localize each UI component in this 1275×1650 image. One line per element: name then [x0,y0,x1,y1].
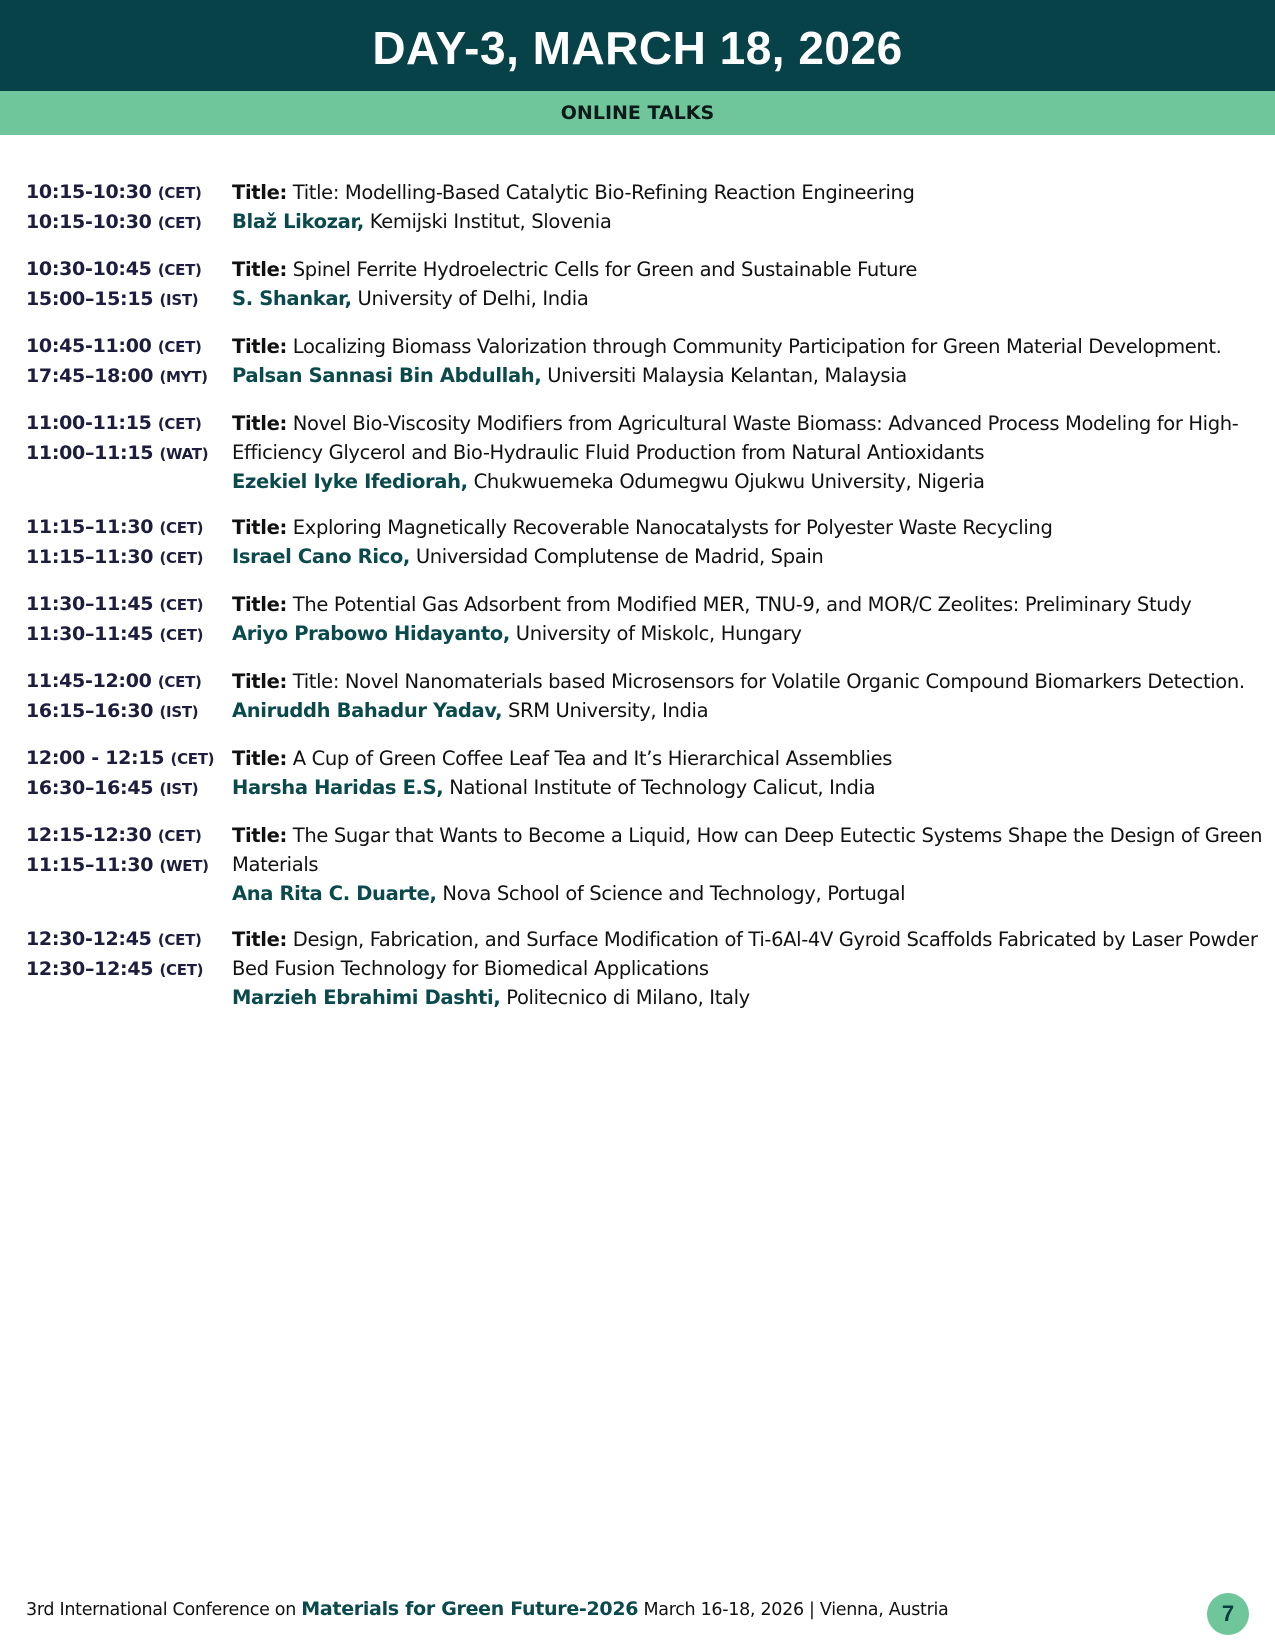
talk-title-text: The Sugar that Wants to Become a Liquid, How can Deep Eutectic Systems Shape the Design of Green Materials [232,824,1263,876]
time-primary-value: 12:00 - 12:15 [26,747,165,769]
talk-title [232,667,1266,696]
time-local [26,285,232,315]
session-row [26,821,1266,908]
session-row [26,667,1266,727]
speaker-name: Harsha Haridas E.S, [232,776,444,799]
session-details [232,925,1266,1012]
time-primary-value: 12:15-12:30 [26,824,152,846]
session-details [232,744,1266,804]
speaker-affiliation: Chukwuemeka Odumegwu Ojukwu University, Nigeria [473,470,985,493]
time-local [26,620,232,650]
title-label: Title: [232,516,287,539]
speaker-info [232,619,1266,648]
time-primary [26,513,232,543]
time-local [26,955,232,985]
speaker-info [232,361,1266,390]
speaker-info [232,983,1266,1012]
time-local-value: 12:30–12:45 [26,958,154,980]
timezone-primary: (CET) [159,596,204,614]
speaker-name: Ariyo Prabowo Hidayanto, [232,622,510,645]
speaker-name: Blaž Likozar, [232,210,364,233]
time-local [26,208,232,238]
speaker-affiliation: Nova School of Science and Technology, Portugal [442,882,906,905]
talk-title [232,590,1266,619]
time-primary [26,409,232,439]
speaker-name: Ezekiel Iyke Ifediorah, [232,470,468,493]
time-primary-value: 10:15-10:30 [26,181,152,203]
session-details [232,513,1266,573]
session-times [26,744,232,804]
talk-title [232,513,1266,542]
session-row [26,744,1266,804]
session-row [26,255,1266,315]
speaker-affiliation: Universidad Complutense de Madrid, Spain [415,545,824,568]
session-times [26,178,232,238]
title-label: Title: [232,181,287,204]
session-details [232,178,1266,238]
time-primary [26,821,232,851]
talk-title [232,409,1266,467]
session-details [232,332,1266,392]
session-row [26,332,1266,392]
footer-conference-name: Materials for Green Future-2026 [301,1598,639,1620]
speaker-affiliation: Politecnico di Milano, Italy [506,986,750,1009]
session-times [26,409,232,496]
speaker-name: Aniruddh Bahadur Yadav, [232,699,503,722]
speaker-info [232,542,1266,571]
footer-date-location: March 16-18, 2026 | Vienna, Austria [643,1600,949,1620]
time-local-value: 11:15–11:30 [26,854,154,876]
timezone-local: (CET) [159,961,204,979]
timezone-primary: (CET) [157,261,202,279]
title-label: Title: [232,593,287,616]
session-times [26,255,232,315]
page-header [0,0,1275,91]
talk-title [232,925,1266,983]
session-times [26,667,232,727]
time-primary [26,255,232,285]
talk-title-text: Title: Novel Nanomaterials based Microsensors for Volatile Organic Compound Biomarkers Detection. [292,670,1245,693]
timezone-primary: (CET) [170,750,215,768]
time-primary [26,332,232,362]
time-primary [26,744,232,774]
session-times [26,925,232,1012]
session-times [26,332,232,392]
talk-title [232,255,1266,284]
time-primary-value: 11:30–11:45 [26,593,154,615]
talk-title-text: Design, Fabrication, and Surface Modification of Ti-6Al-4V Gyroid Scaffolds Fabricated by Laser Powder Bed Fusion Technology for Biomedical Applications [232,928,1258,980]
timezone-local: (WET) [159,857,209,875]
title-label: Title: [232,928,287,951]
speaker-name: Marzieh Ebrahimi Dashti, [232,986,501,1009]
speaker-affiliation: University of Delhi, India [357,287,589,310]
speaker-name: Palsan Sannasi Bin Abdullah, [232,364,542,387]
title-label: Title: [232,335,287,358]
session-details [232,821,1266,908]
session-row [26,590,1266,650]
timezone-primary: (CET) [157,338,202,356]
time-local-value: 16:30–16:45 [26,777,154,799]
timezone-primary: (CET) [157,931,202,949]
speaker-info [232,773,1266,802]
time-primary [26,925,232,955]
speaker-info [232,696,1266,725]
footer-prefix: 3rd International Conference on [26,1600,297,1620]
time-local-value: 15:00–15:15 [26,288,154,310]
talk-title-text: Localizing Biomass Valorization through Community Participation for Green Material Development. [292,335,1222,358]
time-local-value: 10:15-10:30 [26,211,152,233]
time-local [26,362,232,392]
time-primary [26,590,232,620]
talk-title [232,821,1266,879]
title-label: Title: [232,412,287,435]
speaker-info [232,207,1266,236]
timezone-local: (WAT) [159,445,209,463]
section-title: ONLINE TALKS [560,102,715,124]
session-row [26,409,1266,496]
time-local-value: 16:15–16:30 [26,700,154,722]
time-primary-value: 10:45-11:00 [26,335,152,357]
session-row [26,513,1266,573]
time-primary-value: 10:30-10:45 [26,258,152,280]
time-primary [26,178,232,208]
time-local [26,439,232,469]
timezone-local: (IST) [159,703,199,721]
speaker-name: S. Shankar, [232,287,352,310]
timezone-local: (MYT) [159,368,208,386]
title-label: Title: [232,258,287,281]
talk-title-text: Spinel Ferrite Hydroelectric Cells for Green and Sustainable Future [292,258,918,281]
session-row [26,925,1266,1012]
timezone-primary: (CET) [157,184,202,202]
time-primary [26,667,232,697]
title-label: Title: [232,747,287,770]
time-primary-value: 11:15–11:30 [26,516,154,538]
session-details [232,409,1266,496]
timezone-local: (CET) [159,549,204,567]
timezone-primary: (CET) [157,673,202,691]
speaker-affiliation: Kemijski Institut, Slovenia [369,210,612,233]
speaker-name: Israel Cano Rico, [232,545,410,568]
speaker-affiliation: SRM University, India [508,699,709,722]
page-number-badge: 7 [1207,1593,1249,1635]
timezone-local: (IST) [159,780,199,798]
talk-title-text: The Potential Gas Adsorbent from Modified MER, TNU-9, and MOR/C Zeolites: Preliminary Study [292,593,1192,616]
session-details [232,667,1266,727]
speaker-info [232,284,1266,313]
session-times [26,590,232,650]
speaker-affiliation: University of Miskolc, Hungary [515,622,802,645]
talk-title [232,744,1266,773]
page-title: DAY-3, MARCH 18, 2026 [372,21,903,74]
talk-title-text: Exploring Magnetically Recoverable Nanocatalysts for Polyester Waste Recycling [292,516,1053,539]
timezone-primary: (CET) [157,827,202,845]
session-details [232,255,1266,315]
timezone-primary: (CET) [159,519,204,537]
time-local-value: 11:00–11:15 [26,442,154,464]
timezone-local: (CET) [157,214,202,232]
speaker-affiliation: Universiti Malaysia Kelantan, Malaysia [547,364,907,387]
talk-title [232,332,1266,361]
time-primary-value: 11:00-11:15 [26,412,152,434]
speaker-name: Ana Rita C. Duarte, [232,882,437,905]
time-local-value: 11:30–11:45 [26,623,154,645]
section-banner [0,91,1275,135]
session-row [26,178,1266,238]
time-local [26,543,232,573]
time-local [26,697,232,727]
title-label: Title: [232,824,287,847]
speaker-affiliation: National Institute of Technology Calicut, India [449,776,876,799]
talk-title-text: Novel Bio-Viscosity Modifiers from Agricultural Waste Biomass: Advanced Process Modeling for High-Efficiency Glycerol and Bio-Hydraulic Fluid Production from Natural Antioxidants [232,412,1239,464]
talk-title [232,178,1266,207]
timezone-local: (IST) [159,291,199,309]
speaker-info [232,879,1266,908]
session-details [232,590,1266,650]
page-footer [26,1598,1026,1620]
session-times [26,821,232,908]
time-primary-value: 11:45-12:00 [26,670,152,692]
time-local [26,851,232,881]
talk-title-text: A Cup of Green Coffee Leaf Tea and It’s Hierarchical Assemblies [292,747,893,770]
session-times [26,513,232,573]
schedule-list [26,178,1266,1029]
time-local [26,774,232,804]
time-local-value: 11:15–11:30 [26,546,154,568]
talk-title-text: Title: Modelling-Based Catalytic Bio-Refining Reaction Engineering [292,181,915,204]
speaker-info [232,467,1266,496]
time-primary-value: 12:30-12:45 [26,928,152,950]
timezone-primary: (CET) [157,415,202,433]
timezone-local: (CET) [159,626,204,644]
title-label: Title: [232,670,287,693]
time-local-value: 17:45–18:00 [26,365,154,387]
